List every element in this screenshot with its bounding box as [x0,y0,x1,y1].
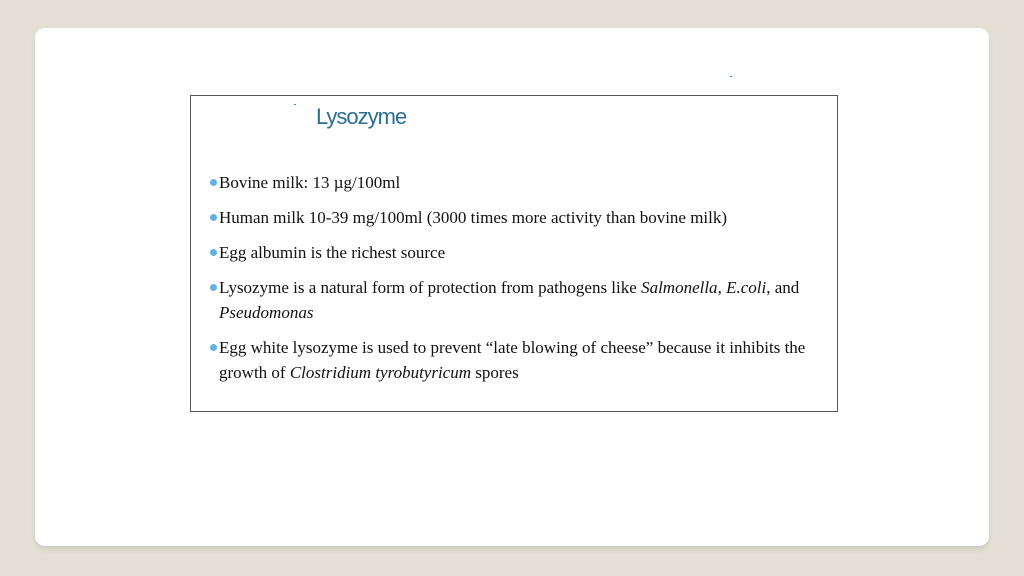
bullet-item [207,275,832,325]
organism-clostridium: Clostridium tyrobutyricum [289,363,472,382]
slide-title: Lysozyme [316,104,407,129]
bullet-dot-icon [210,179,217,186]
decorative-speck [730,76,732,77]
decorative-speck [294,104,296,105]
bullet-text: Human milk 10-39 mg/100ml (3000 times more activity than bovine milk) [219,208,728,227]
separator-text: , [717,278,727,297]
organism-ecoli: E.coli [726,278,767,297]
separator-text: , and [766,278,800,297]
bullet-item [207,240,832,265]
bullet-item [207,335,832,385]
bullet-text: Lysozyme is a natural form of protection from pathogens like [219,278,642,297]
bullet-dot-icon [210,249,217,256]
bullet-item [207,205,832,230]
bullet-dot-icon [210,214,217,221]
bullet-text: Egg white lysozyme is used to prevent “late blowing of cheese” because it inhibits the growth of [219,338,806,382]
bullet-list [207,170,832,395]
bullet-text: Egg albumin is the richest source [219,243,446,262]
bullet-item [207,170,832,195]
bullet-dot-icon [210,284,217,291]
organism-pseudomonas: Pseudomonas [219,303,314,322]
content-frame [190,95,838,412]
bullet-tail-text: spores [471,363,519,382]
organism-salmonella: Salmonella [641,278,718,297]
bullet-text: Bovine milk: 13 µg/100ml [219,173,401,192]
bullet-dot-icon [210,344,217,351]
